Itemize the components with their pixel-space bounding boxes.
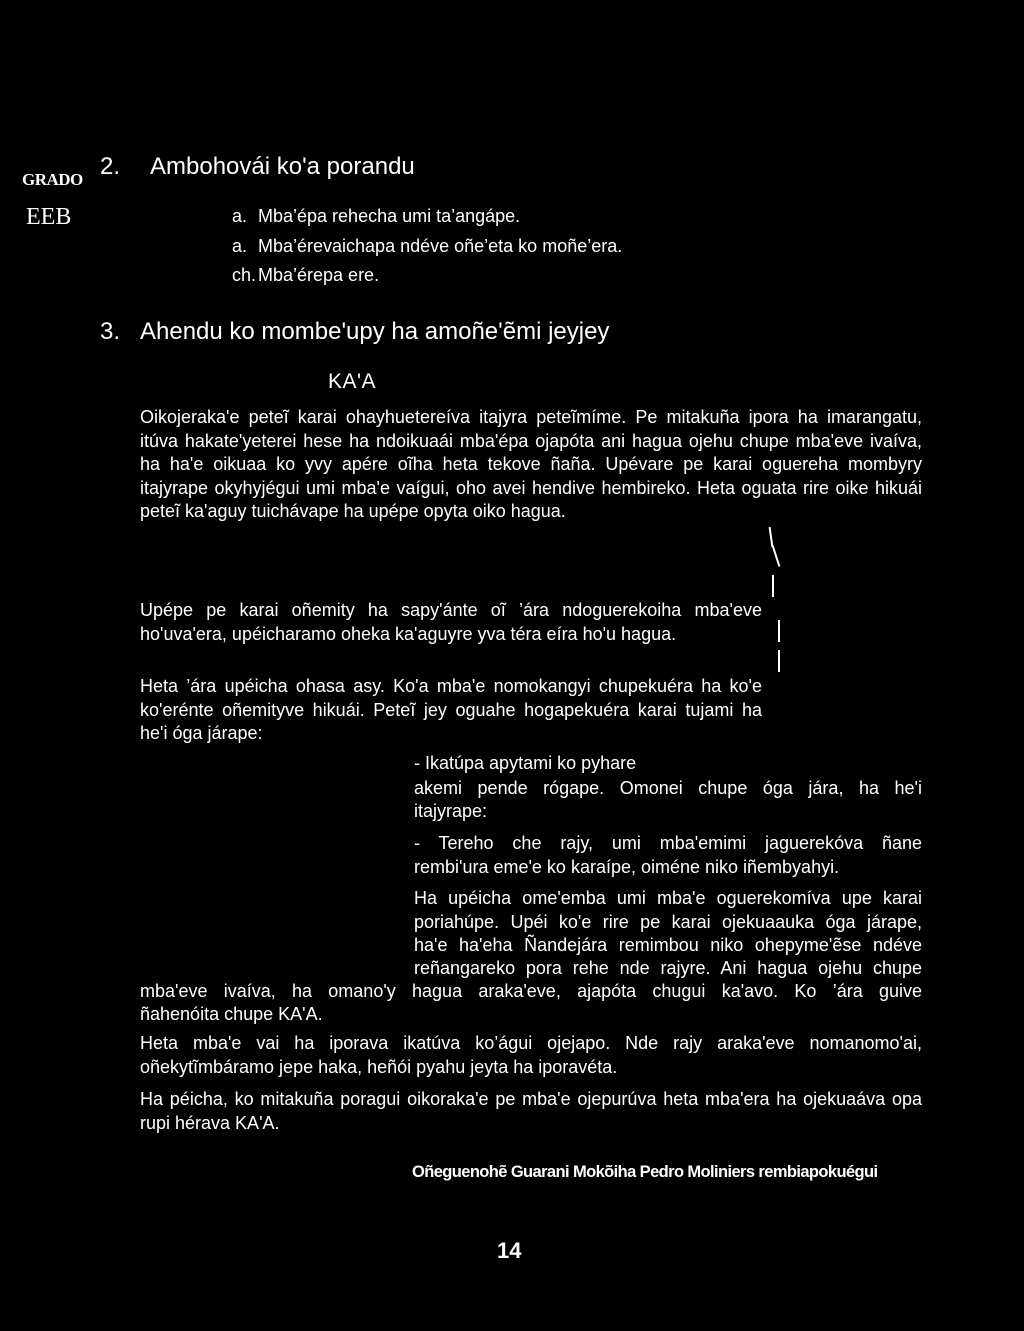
question-label: ch. [232, 265, 257, 285]
grade-label: GRADO [22, 170, 83, 189]
paragraph-line: ñahenóita chupe KA'A. [140, 1004, 323, 1024]
decorative-mark [772, 575, 774, 597]
dialogue-line [414, 832, 922, 855]
dialogue-line: - Ikatúpa apytami ko pyhare [414, 753, 637, 773]
question-item [232, 236, 622, 257]
decorative-mark [772, 545, 781, 567]
level-label: EEB [26, 204, 72, 230]
story-paragraph-2: Upépe pe karai oñemity ha sapy'ánte oĩ ’ára ndoguerekoiha mba'eve ho'uva'era, upéicharamo oheka ka'aguyre yva téra eíra ho'u hagua. [140, 600, 762, 644]
dialogue-line: itajyrape: [414, 801, 488, 821]
section-2-title: Ambohovái ko'a porandu [150, 153, 415, 180]
question-text: Mba’érevaichapa ndéve oñe’eta ko moñe’era. [258, 236, 623, 256]
paragraph-line-text: Ha upéicha ome'emba umi mba'e oguerekomíva upe karai [414, 888, 922, 908]
dialogue-line: rembi'ura eme'e ko karaípe, oiméne niko iñembyahyi. [414, 857, 840, 877]
section-3-number: 3. [100, 318, 121, 345]
dialogue-line [414, 777, 922, 800]
paragraph-line-text: ha'e ha'eha Ñandejára remimbou niko ohepyme'ẽse ndéve [414, 935, 922, 955]
paragraph-line [140, 980, 922, 1003]
decorative-mark [778, 620, 780, 642]
decorative-mark [778, 650, 780, 672]
page-number: 14 [497, 1238, 522, 1263]
story-paragraph-1: Oikojeraka'e peteĩ karai ohayhuetereíva itajyra peteĩmíme. Pe mitakuña ipora ha imarangatu, itúva hakate'yeterei hese ha ndoikuaái mba'épa ojapóta ani hagua ojehu chupe mba'eve ivaíva, ha ha'e oikuaa ko yvy apére oĩha heta tekove ñaña. Upévare pe karai oguereha mombyry itajyrape okyhyjégui umi mba'e vaígui, oho avei hendive hembireko. Heta oguata rire oike hikuái peteĩ ka'aguy tuichávape ha upépe opyta oiko hagua. [140, 407, 922, 522]
question-item [232, 265, 379, 286]
paragraph-line-text: mba'eve ivaíva, ha omano'y hagua araka'eve, ajapóta chugui ka'avo. Ko ’ára guive [140, 981, 922, 1001]
question-item [232, 206, 520, 227]
question-text: Mba’épa rehecha umi ta’angápe. [258, 206, 521, 226]
question-text: Mba’érepa ere. [258, 265, 380, 285]
story-paragraph-3: Heta ’ára upéicha ohasa asy. Ko'a mba'e nomokangyi chupekuéra ha ko'e ko'erénte oñemityve hikuái. Peteĩ jey oguahe hogapekuéra karai tujami ha he'i óga járape: [140, 676, 762, 744]
paragraph-line [414, 934, 922, 957]
source-credit: Oñeguenohẽ Guarani Mokõiha Pedro Moliniers rembiapokuégui [412, 1163, 878, 1181]
dialogue-line-text: akemi pende rógape. Omonei chupe óga jára, ha he'i [414, 778, 922, 798]
question-label: a. [232, 236, 248, 256]
paragraph-line [414, 887, 922, 910]
story-paragraph-6: Ha péicha, ko mitakuña poragui oikoraka'e pe mba'e ojepurúva heta mba'era ha ojekuaáva opa rupi hérava KA'A. [140, 1089, 922, 1133]
decorative-mark [769, 527, 774, 547]
paragraph-line-text: poriahúpe. Upéi ko'e rire pe karai ojekuaauka óga járape, [414, 912, 922, 932]
dialogue-line-text: - Tereho che rajy, umi mba'emimi jaguerekóva ñane [414, 833, 922, 853]
question-label: a. [232, 206, 248, 226]
paragraph-line-text: reñangareko pora rehe nde rajyre. Ani hagua ojehu chupe [414, 958, 922, 978]
story-title: KA'A [328, 370, 377, 393]
section-2-number: 2. [100, 153, 121, 180]
section-3-title: Ahendu ko mombe'upy ha amoñe'ẽmi jeyjey [140, 318, 610, 345]
story-paragraph-5: Heta mba'e vai ha iporava ikatúva ko’águi ojejapo. Nde rajy araka'eve nomanomo'ai, oñekytĩmbáramo jepe haka, heñói pyahu jeyta ha iporavéta. [140, 1033, 922, 1077]
paragraph-line [414, 957, 922, 980]
paragraph-line [414, 911, 922, 934]
